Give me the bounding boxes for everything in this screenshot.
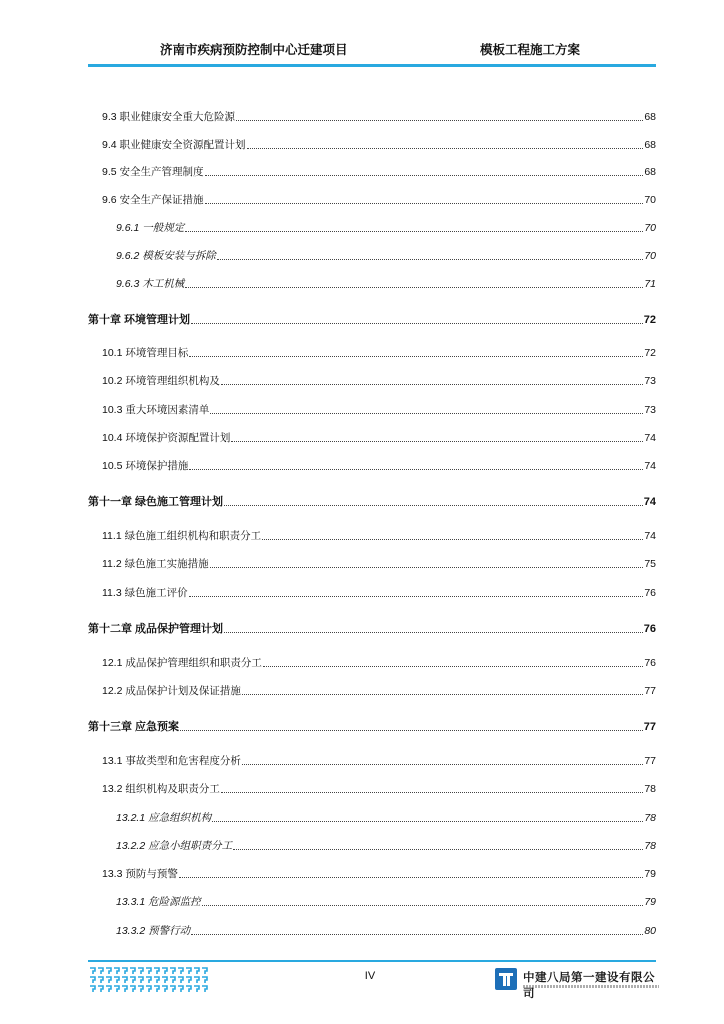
toc-entry-page: 77 <box>643 721 656 733</box>
pattern-mark <box>194 977 199 983</box>
pattern-mark <box>122 986 127 992</box>
toc-entry-label: 11.1 绿色施工组织机构和职责分工 <box>102 530 262 542</box>
pattern-mark <box>98 986 103 992</box>
toc-dot-leader <box>262 539 643 540</box>
toc-chapter-entry[interactable] <box>88 716 656 734</box>
pattern-mark <box>106 986 111 992</box>
toc-entry-label: 12.1 成品保护管理组织和职责分工 <box>102 657 262 669</box>
pattern-mark <box>170 968 175 974</box>
toc-entry-label: 第十章 环境管理计划 <box>88 314 191 326</box>
toc-entry-page: 79 <box>644 868 656 880</box>
pattern-mark <box>154 986 159 992</box>
toc-entry-label: 11.3 绿色施工评价 <box>102 587 188 599</box>
toc-dot-leader <box>242 764 643 765</box>
pattern-mark <box>130 986 135 992</box>
toc-entry-label: 9.5 安全生产管理制度 <box>102 166 204 178</box>
toc-entry-label: 10.3 重大环境因素清单 <box>102 404 210 416</box>
toc-entry-page: 78 <box>644 812 656 824</box>
toc-chapter-entry[interactable] <box>88 309 656 327</box>
toc-entry-label: 9.6.1 一般规定 <box>116 222 185 234</box>
pattern-mark <box>146 977 151 983</box>
toc-entry[interactable] <box>88 582 656 600</box>
toc-entry-page: 76 <box>643 623 656 635</box>
toc-dot-leader <box>180 730 643 731</box>
toc-entry-page: 80 <box>644 925 656 937</box>
company-name: 中建八局第一建设有限公司 <box>523 972 655 1000</box>
toc-entry-page: 75 <box>644 558 656 570</box>
pattern-mark <box>98 977 103 983</box>
pattern-mark <box>106 977 111 983</box>
toc-entry-label: 13.3 预防与预警 <box>102 868 178 880</box>
toc-dot-leader <box>247 148 644 149</box>
toc-entry-label: 12.2 成品保护计划及保证措施 <box>102 685 241 697</box>
toc-entry-label: 13.2.1 应急组织机构 <box>116 812 212 824</box>
toc-dot-leader <box>217 259 644 260</box>
pattern-mark <box>138 986 143 992</box>
pattern-mark <box>194 986 199 992</box>
pattern-mark <box>178 968 183 974</box>
toc-entry-page: 77 <box>644 755 656 767</box>
toc-chapter-entry[interactable] <box>88 618 656 636</box>
toc-entry-page: 71 <box>644 278 656 290</box>
toc-dot-leader <box>179 877 643 878</box>
toc-entry-page: 74 <box>643 496 656 508</box>
company-logo-icon <box>495 968 517 990</box>
toc-dot-leader <box>236 120 643 121</box>
toc-entry-label: 9.3 职业健康安全重大危险源 <box>102 111 236 123</box>
toc-dot-leader <box>191 934 643 935</box>
toc-entry-label: 10.5 环境保护措施 <box>102 460 189 472</box>
toc-entry[interactable] <box>88 652 656 670</box>
pattern-mark <box>130 977 135 983</box>
toc-dot-leader <box>224 505 643 506</box>
toc-entry-page: 73 <box>644 375 656 387</box>
pattern-mark <box>106 968 111 974</box>
pattern-mark <box>154 977 159 983</box>
toc-dot-leader <box>202 905 644 906</box>
toc-entry-label: 13.3.2 预警行动 <box>116 925 191 937</box>
toc-entry[interactable] <box>88 106 656 124</box>
toc-entry-label: 9.6.2 模板安装与拆除 <box>116 250 216 262</box>
company-logo <box>495 968 659 1000</box>
toc-entry[interactable] <box>88 134 656 152</box>
toc-entry[interactable] <box>88 835 656 853</box>
toc-entry-page: 74 <box>644 460 656 472</box>
toc-entry-page: 70 <box>644 222 656 234</box>
company-subtitle-line <box>523 985 659 988</box>
header-document-title: 模板工程施工方案 <box>480 43 581 57</box>
pattern-mark <box>114 968 119 974</box>
toc-entry-label: 13.1 事故类型和危害程度分析 <box>102 755 241 767</box>
page-header <box>88 36 656 66</box>
pattern-mark <box>178 977 183 983</box>
toc-dot-leader <box>205 175 644 176</box>
pattern-mark <box>162 977 167 983</box>
toc-entry-page: 68 <box>644 166 656 178</box>
toc-entry-label: 13.2 组织机构及职责分工 <box>102 783 220 795</box>
pattern-mark <box>146 968 151 974</box>
toc-entry[interactable] <box>88 553 656 571</box>
pattern-mark <box>202 977 207 983</box>
pattern-mark <box>170 977 175 983</box>
pattern-mark <box>186 986 191 992</box>
toc-entry-page: 74 <box>644 530 656 542</box>
pattern-mark <box>186 968 191 974</box>
pattern-mark <box>122 977 127 983</box>
toc-dot-leader <box>185 287 643 288</box>
toc-dot-leader <box>233 849 643 850</box>
pattern-mark <box>194 968 199 974</box>
toc-dot-leader <box>263 666 643 667</box>
toc-entry-page: 72 <box>644 347 656 359</box>
header-project-name: 济南市疾病预防控制中心迁建项目 <box>160 43 348 57</box>
toc-dot-leader <box>231 441 643 442</box>
pattern-mark <box>114 977 119 983</box>
pattern-mark <box>146 986 151 992</box>
toc-entry[interactable] <box>88 161 656 179</box>
toc-entry-label: 第十三章 应急预案 <box>88 721 180 733</box>
toc-dot-leader <box>189 356 643 357</box>
toc-entry-label: 第十一章 绿色施工管理计划 <box>88 496 224 508</box>
toc-entry-page: 68 <box>644 139 656 151</box>
toc-entry-page: 74 <box>644 432 656 444</box>
toc-entry-page: 79 <box>644 896 656 908</box>
toc-entry-page: 68 <box>644 111 656 123</box>
toc-entry[interactable] <box>88 807 656 825</box>
toc-entry-label: 10.4 环境保护资源配置计划 <box>102 432 231 444</box>
toc-dot-leader <box>185 231 643 232</box>
toc-entry[interactable] <box>88 189 656 207</box>
toc-entry[interactable] <box>88 427 656 445</box>
toc-entry-page: 78 <box>644 840 656 852</box>
toc-entry[interactable] <box>88 891 656 909</box>
toc-entry-page: 76 <box>644 657 656 669</box>
toc-entry-page: 76 <box>644 587 656 599</box>
toc-dot-leader <box>221 384 643 385</box>
toc-entry-page: 73 <box>644 404 656 416</box>
toc-entry[interactable] <box>88 863 656 881</box>
toc-entry-label: 9.4 职业健康安全资源配置计划 <box>102 139 246 151</box>
toc-entry-page: 72 <box>643 314 656 326</box>
toc-chapter-entry[interactable] <box>88 491 656 509</box>
toc-entry-page: 70 <box>644 250 656 262</box>
pattern-mark <box>202 968 207 974</box>
toc-dot-leader <box>210 413 643 414</box>
toc-entry[interactable] <box>88 370 656 388</box>
toc-entry-page: 78 <box>644 783 656 795</box>
toc-entry[interactable] <box>88 750 656 768</box>
pattern-mark <box>138 968 143 974</box>
toc-dot-leader <box>212 821 643 822</box>
pattern-mark <box>90 986 95 992</box>
footer-divider <box>88 960 656 962</box>
pattern-mark <box>130 968 135 974</box>
footer-page-number: IV <box>364 970 376 982</box>
toc-entry[interactable] <box>88 920 656 938</box>
toc-dot-leader <box>191 323 643 324</box>
toc-dot-leader <box>221 792 643 793</box>
toc-dot-leader <box>205 203 644 204</box>
pattern-mark <box>122 968 127 974</box>
pattern-mark <box>202 986 207 992</box>
toc-dot-leader <box>189 596 644 597</box>
pattern-mark <box>98 968 103 974</box>
toc-entry-page: 77 <box>644 685 656 697</box>
toc-entry-label: 9.6 安全生产保证措施 <box>102 194 204 206</box>
toc-entry-label: 13.2.2 应急小组职责分工 <box>116 840 233 852</box>
pattern-mark <box>170 986 175 992</box>
pattern-mark <box>186 977 191 983</box>
pattern-mark <box>178 986 183 992</box>
toc-dot-leader <box>242 694 643 695</box>
toc-entry-label: 9.6.3 木工机械 <box>116 278 185 290</box>
toc-entry-page: 70 <box>644 194 656 206</box>
header-divider <box>88 64 656 67</box>
toc-entry[interactable] <box>88 245 656 263</box>
toc-entry[interactable] <box>88 680 656 698</box>
pattern-mark <box>138 977 143 983</box>
toc-entry-label: 13.3.1 危险源监控 <box>116 896 201 908</box>
toc-dot-leader <box>189 469 643 470</box>
pattern-mark <box>162 986 167 992</box>
toc-entry[interactable] <box>88 342 656 360</box>
pattern-mark <box>90 977 95 983</box>
toc-entry[interactable] <box>88 455 656 473</box>
toc-entry[interactable] <box>88 217 656 235</box>
pattern-mark <box>154 968 159 974</box>
footer-pattern-icon <box>88 966 210 994</box>
toc-entry-label: 11.2 绿色施工实施措施 <box>102 558 209 570</box>
toc-entry[interactable] <box>88 525 656 543</box>
toc-entry-label: 第十二章 成品保护管理计划 <box>88 623 224 635</box>
toc-entry[interactable] <box>88 273 656 291</box>
pattern-mark <box>114 986 119 992</box>
toc-entry[interactable] <box>88 399 656 417</box>
toc-dot-leader <box>210 567 644 568</box>
toc-entry-label: 10.1 环境管理目标 <box>102 347 189 359</box>
toc-entry-label: 10.2 环境管理组织机构及 <box>102 375 220 387</box>
pattern-mark <box>162 968 167 974</box>
toc-dot-leader <box>224 632 643 633</box>
toc-entry[interactable] <box>88 778 656 796</box>
pattern-mark <box>90 968 95 974</box>
